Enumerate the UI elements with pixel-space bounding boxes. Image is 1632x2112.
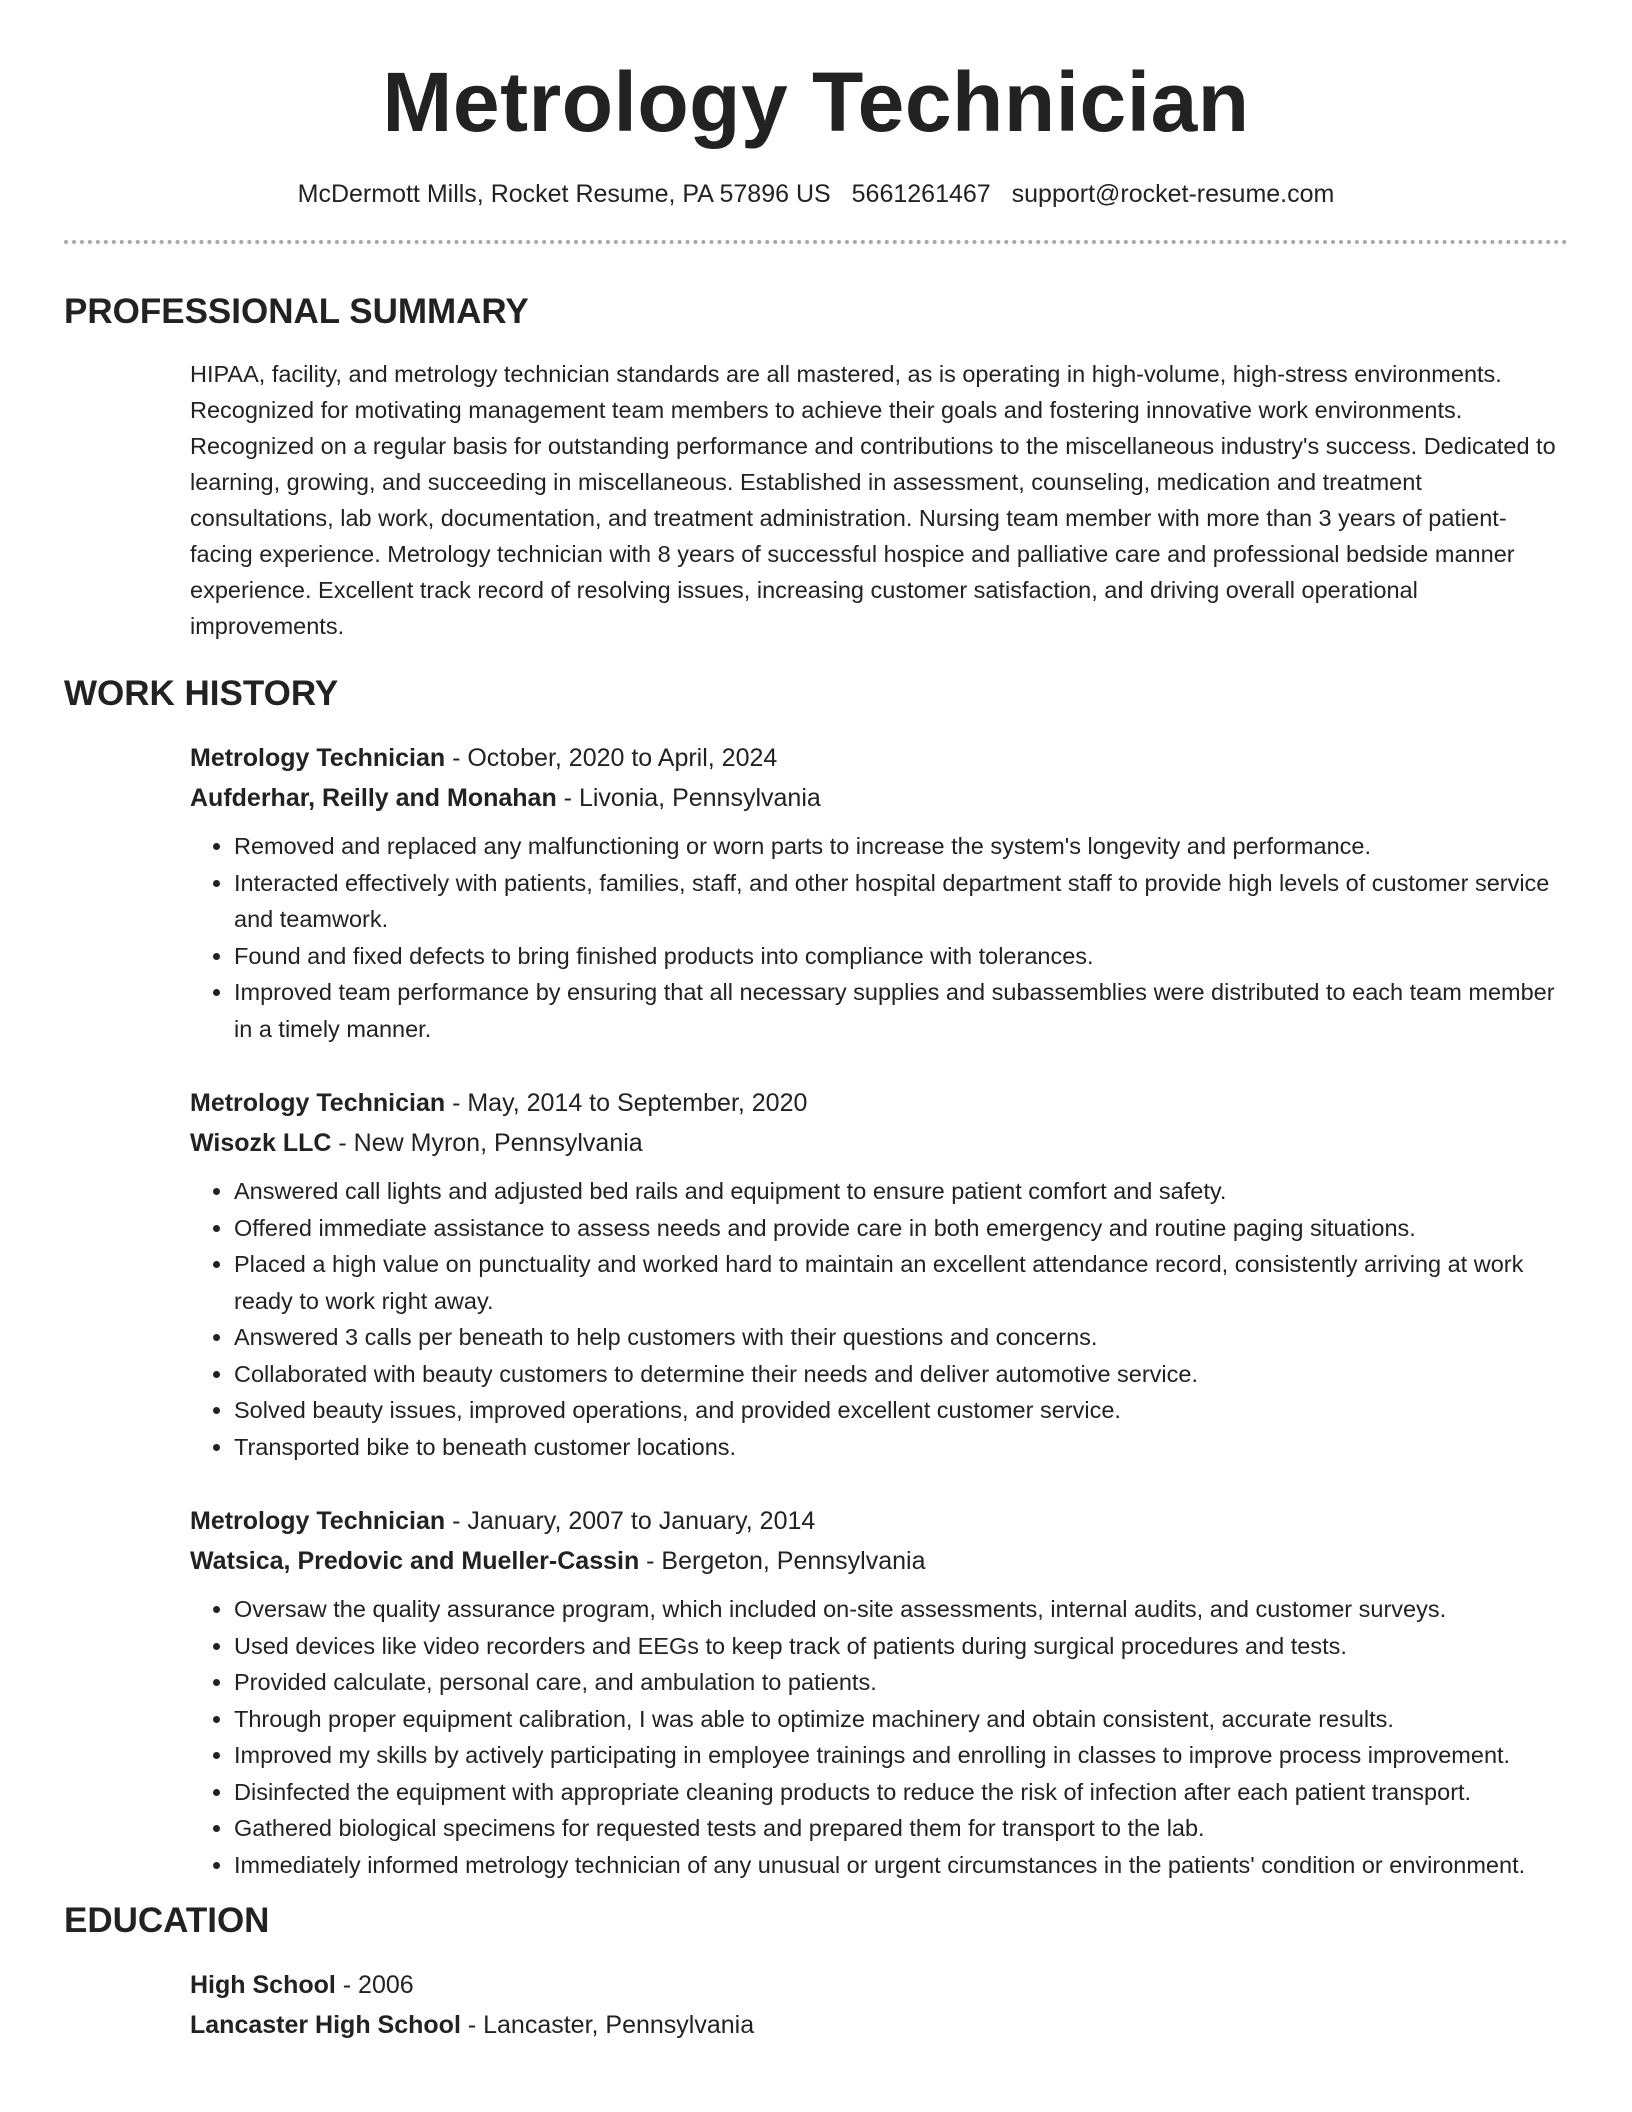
summary-text: HIPAA, facility, and metrology technician standards are all mastered, as is operating in high-volume, high-stress environments. Recognized for motivating management team members to achieve their goals and fostering innovative work environments. Recognized on a regular basis for outstanding performance and contributions to the miscellaneous industry's success. Dedicated to learning, growing, and succeeding in miscellaneous. Established in assessment, counseling, medication and treatment consultations, lab work, documentation, and treatment administration. Nursing team member with more than 3 years of patient-facing experience. Metrology technician with 8 years of successful hospice and palliative care and professional bedside manner experience. Excellent track record of resolving issues, increasing customer satisfaction, and driving overall operational improvements.	[190, 361, 1556, 639]
job-company-line	[190, 1123, 1568, 1163]
job-entry	[190, 1083, 1568, 1465]
section-title-summary: PROFESSIONAL SUMMARY	[64, 292, 529, 331]
job-location: - Livonia, Pennsylvania	[556, 784, 821, 812]
summary-block	[64, 356, 1568, 644]
work-history-list	[64, 738, 1568, 1883]
job-bullet: • Through proper equipment calibration, I was able to optimize machinery and obtain consistent, accurate results.	[234, 1701, 1568, 1738]
job-role-line	[190, 738, 1568, 778]
job-bullet: • Found and fixed defects to bring finished products into compliance with tolerances.	[234, 938, 1568, 975]
job-entry	[190, 738, 1568, 1047]
job-bullet: • Improved my skills by actively participating in employee trainings and enrolling in classes to improve process improvement.	[234, 1737, 1568, 1774]
education-location: - Lancaster, Pennsylvania	[460, 2011, 755, 2039]
contact-line	[64, 178, 1568, 210]
job-company: Watsica, Predovic and Mueller-Cassin	[190, 1547, 640, 1575]
job-company: Aufderhar, Reilly and Monahan	[190, 784, 557, 812]
job-company-line	[190, 1541, 1568, 1581]
job-bullet: • Provided calculate, personal care, and ambulation to patients.	[234, 1664, 1568, 1701]
job-bullet: • Collaborated with beauty customers to determine their needs and deliver automotive service.	[234, 1356, 1568, 1393]
contact-address: McDermott Mills, Rocket Resume, PA 57896 US	[297, 180, 831, 208]
job-bullet: • Transported bike to beneath customer locations.	[234, 1429, 1568, 1466]
job-bullet: • Answered call lights and adjusted bed rails and equipment to ensure patient comfort and safety.	[234, 1173, 1568, 1210]
section-title-education: EDUCATION	[64, 1901, 270, 1940]
job-bullet: • Oversaw the quality assurance program, which included on-site assessments, internal audits, and customer surveys.	[234, 1591, 1568, 1628]
education-block	[64, 1965, 1568, 2045]
job-bullet: • Offered immediate assistance to assess needs and provide care in both emergency and routine paging situations.	[234, 1210, 1568, 1247]
contact-phone: 5661261467	[851, 180, 991, 208]
job-entry	[190, 1501, 1568, 1883]
education-degree-line	[190, 1965, 1568, 2005]
resume-name: Metrology Technician	[382, 55, 1250, 149]
job-role-line	[190, 1501, 1568, 1541]
job-bullet: • Solved beauty issues, improved operations, and provided excellent customer service.	[234, 1392, 1568, 1429]
job-bullet: • Removed and replaced any malfunctioning or worn parts to increase the system's longevity and performance.	[234, 828, 1568, 865]
job-dates: - January, 2007 to January, 2014	[445, 1507, 816, 1535]
job-bullet: • Improved team performance by ensuring that all necessary supplies and subassemblies were distributed to each team member in a timely manner.	[234, 974, 1568, 1047]
job-role: Metrology Technician	[190, 744, 446, 772]
job-bullet: • Gathered biological specimens for requested tests and prepared them for transport to the lab.	[234, 1810, 1568, 1847]
job-bullet: • Answered 3 calls per beneath to help customers with their questions and concerns.	[234, 1319, 1568, 1356]
job-bullet: • Disinfected the equipment with appropriate cleaning products to reduce the risk of infection after each patient transport.	[234, 1774, 1568, 1811]
job-role-line	[190, 1083, 1568, 1123]
job-bullets	[190, 1173, 1568, 1465]
job-bullet: • Interacted effectively with patients, families, staff, and other hospital department staff to provide high levels of customer service and teamwork.	[234, 865, 1568, 938]
job-dates: - October, 2020 to April, 2024	[445, 744, 778, 772]
education-school-line	[190, 2005, 1568, 2045]
education-school: Lancaster High School	[190, 2011, 461, 2039]
job-bullet: • Used devices like video recorders and EEGs to keep track of patients during surgical procedures and tests.	[234, 1628, 1568, 1665]
job-dates: - May, 2014 to September, 2020	[445, 1089, 808, 1117]
job-location: - New Myron, Pennsylvania	[331, 1129, 643, 1157]
job-bullet: • Immediately informed metrology technician of any unusual or urgent circumstances in the patients' condition or environment.	[234, 1847, 1568, 1884]
education-degree: High School	[190, 1971, 336, 1999]
job-company-line	[190, 778, 1568, 818]
job-company: Wisozk LLC	[190, 1129, 332, 1157]
job-bullets	[190, 1591, 1568, 1883]
job-bullet: • Placed a high value on punctuality and worked hard to maintain an excellent attendance record, consistently arriving at work ready to work right away.	[234, 1246, 1568, 1319]
job-role: Metrology Technician	[190, 1507, 446, 1535]
job-location: - Bergeton, Pennsylvania	[639, 1547, 926, 1575]
job-role: Metrology Technician	[190, 1089, 446, 1117]
contact-email: support@rocket-resume.com	[1011, 180, 1335, 208]
job-bullets	[190, 828, 1568, 1047]
header-divider	[64, 240, 1568, 244]
section-title-work: WORK HISTORY	[64, 674, 339, 713]
education-year: - 2006	[335, 1971, 414, 1999]
